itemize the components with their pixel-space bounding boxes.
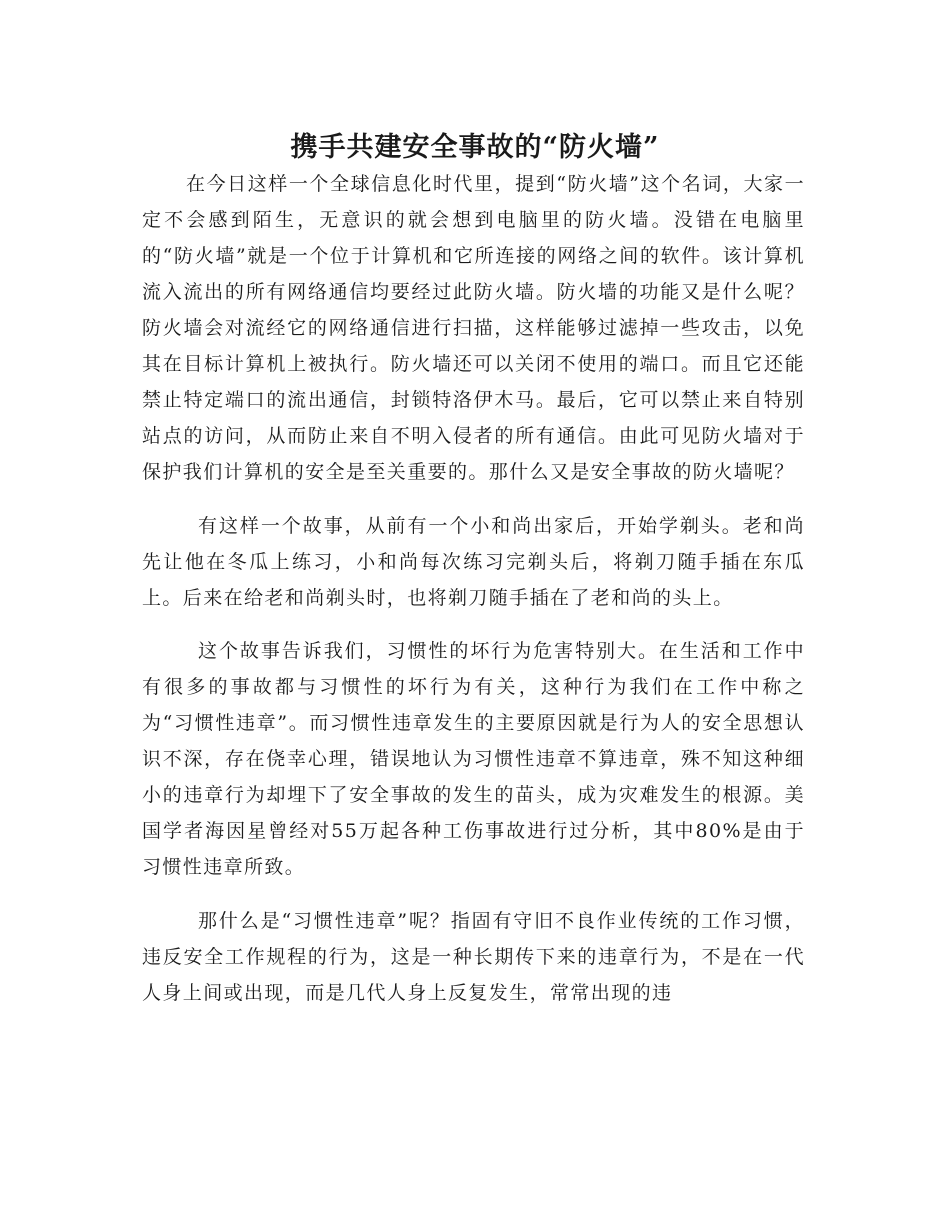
paragraph-habitual-violation: 这个故事告诉我们，习惯性的坏行为危害特别大。在生活和工作中有很多的事故都与习惯性的坏行为有关，这种行为我们在工作中称之为“习惯性违章”。而习惯性违章发生的主要原因就是行为人的安全思想认识不深，存在侥幸心理，错误地认为习惯性违章不算违章，殊不知这种细小的违章行为却埋下了安全事故的发生的苗头，成为灾难发生的根源。美国学者海因星曾经对55万起各种工伤事故进行过分析，其中80%是由于习惯性违章所致。 xyxy=(142,640,805,878)
paragraph-firewall-intro: 在今日这样一个全球信息化时代里，提到“防火墙”这个名词，大家一定不会感到陌生，无意识的就会想到电脑里的防火墙。没错在电脑里的“防火墙”就是一个位于计算机和它所连接的网络之间的软件。该计算机流入流出的所有网络通信均要经过此防火墙。防火墙的功能又是什么呢？防火墙会对流经它的网络通信进行扫描，这样能够过滤掉一些攻击，以免其在目标计算机上被执行。防火墙还可以关闭不使用的端口。而且它还能禁止特定端口的流出通信，封锁特洛伊木马。最后，它可以禁止来自特别站点的访问，从而防止来自不明入侵者的所有通信。由此可见防火墙对于保护我们计算机的安全是至关重要的。那什么又是安全事故的防火墙呢？ xyxy=(142,173,805,483)
paragraph-definition: 那什么是“习惯性违章”呢？指固有守旧不良作业传统的工作习惯，违反安全工作规程的行为，这是一种长期传下来的违章行为，不是在一代人身上间或出现，而是几代人身上反复发生，常常出现的违 xyxy=(142,910,805,1004)
document-body xyxy=(142,166,805,1011)
paragraph-monk-story: 有这样一个故事，从前有一个小和尚出家后，开始学剃头。老和尚先让他在冬瓜上练习，小和尚每次练习完剃头后，将剃刀随手插在东瓜上。后来在给老和尚剃头时，也将剃刀随手插在了老和尚的头上。 xyxy=(142,515,805,609)
document-title: 携手共建安全事故的“防火墙” xyxy=(290,132,660,164)
